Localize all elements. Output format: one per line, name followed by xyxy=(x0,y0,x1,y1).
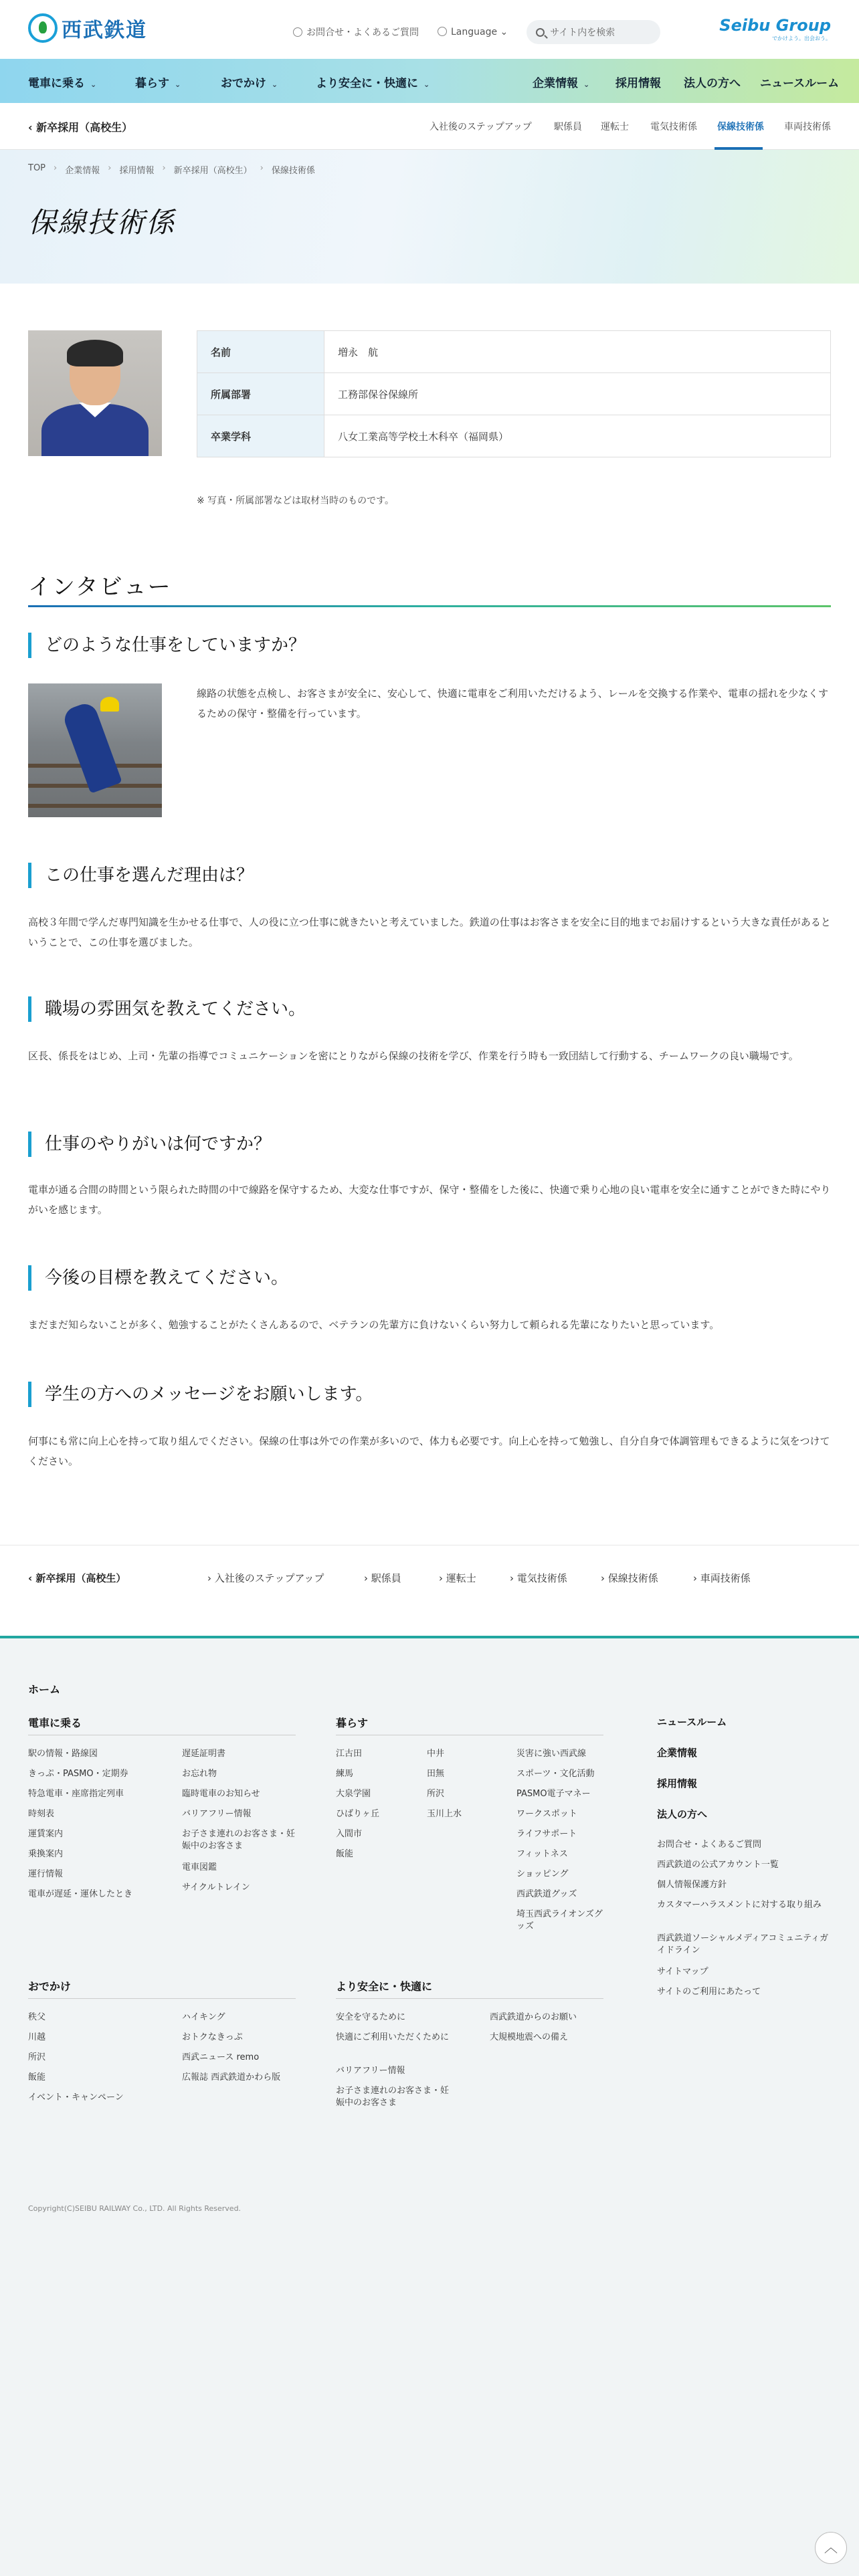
chevron-down-icon: ⌄ xyxy=(423,80,430,89)
tab-rolling-stock[interactable]: 車両技術係 xyxy=(784,122,831,132)
copyright-bar xyxy=(0,2184,859,2576)
nav-item-outing[interactable]: おでかけ ⌄ xyxy=(221,77,278,90)
footer-link[interactable]: ライフサポート xyxy=(516,1829,577,1839)
table-row xyxy=(197,331,831,373)
seibu-group-logo[interactable]: Seibu Group でかけよう。出会おう。 xyxy=(719,16,831,41)
page-title: 保線技術係 xyxy=(28,206,176,239)
contact-link[interactable]: お問合せ・よくあるご質問 xyxy=(293,25,419,39)
nav-item-safety[interactable]: より安全に・快適に ⌄ xyxy=(316,77,430,90)
footer-link[interactable]: 駅の情報・路線図 xyxy=(28,1749,98,1759)
footer-link[interactable]: 遅延証明書 xyxy=(182,1749,226,1759)
footer-link[interactable]: お問合せ・よくあるご質問 xyxy=(657,1840,762,1850)
search-input[interactable]: サイト内を検索 xyxy=(527,20,660,44)
footer-link[interactable]: お子さま連れのお客さま・妊娠中のお客さま xyxy=(182,1829,296,1851)
footer-link[interactable]: 所沢 xyxy=(28,2052,46,2062)
question-heading: 今後の目標を教えてください。 xyxy=(28,1265,288,1291)
interview-heading: インタビュー xyxy=(28,574,172,601)
row-value: 増永 航 xyxy=(324,331,831,373)
footer-link[interactable]: フィットネス xyxy=(516,1849,568,1859)
sub-nav xyxy=(0,103,859,150)
site-logo[interactable] xyxy=(28,13,147,43)
breadcrumb-top[interactable]: TOP xyxy=(28,163,46,173)
footer-link[interactable]: 運行情報 xyxy=(28,1869,64,1879)
footer-cat-outing[interactable]: おでかけ xyxy=(28,1980,71,1993)
chevron-down-icon: ⌄ xyxy=(90,80,97,89)
footer-link[interactable]: 乗換案内 xyxy=(28,1849,64,1859)
footer-link[interactable]: 電車図鑑 xyxy=(182,1862,217,1872)
answer-text: 線路の状態を点検し、お客さまが安全に、安心して、快適に電車をご利用いただけるよう、レールを交換する作業や、電車の揺れを少なくするための保守・整備を行っています。 xyxy=(197,687,829,720)
footer-link-corporate[interactable]: 法人の方へ xyxy=(657,1808,708,1820)
chevron-down-icon: ⌄ xyxy=(271,80,278,89)
chevron-up-icon: ︿ xyxy=(824,2539,838,2555)
global-nav xyxy=(0,59,859,103)
footer-link[interactable]: カスタマーハラスメントに対する取り組み xyxy=(657,1900,822,1910)
row-label: 名前 xyxy=(197,331,324,373)
nav-item-newsroom[interactable]: ニュースルーム xyxy=(760,77,840,90)
site-footer xyxy=(0,1636,859,2184)
table-row xyxy=(197,373,831,415)
question-heading: 学生の方へのメッセージをお願いします。 xyxy=(28,1382,373,1407)
footer-cat-live[interactable]: 暮らす xyxy=(336,1717,369,1729)
row-value: 八女工業高等学校土木科卒（福岡県） xyxy=(324,415,831,457)
footer-link[interactable]: スポーツ・文化活動 xyxy=(516,1769,595,1779)
breadcrumb-newgrad[interactable]: 新卒採用（高校生） xyxy=(173,166,252,176)
footer-home-link[interactable]: ホーム xyxy=(28,1683,61,1696)
section-link-electric[interactable]: › 電気技術係 xyxy=(510,1572,567,1584)
footer-link[interactable]: 埼玉西武ライオンズグッズ xyxy=(516,1909,603,1931)
footer-link[interactable]: 江古田 xyxy=(336,1749,363,1759)
section-nav xyxy=(0,1545,859,1609)
footer-link[interactable]: 大規模地震への備え xyxy=(490,2032,569,2042)
breadcrumb-recruit[interactable]: 採用情報 xyxy=(119,166,155,176)
nav-item-recruit[interactable]: 採用情報 xyxy=(615,77,661,90)
footer-link-company[interactable]: 企業情報 xyxy=(657,1747,698,1759)
tab-station-staff[interactable]: 駅係員 xyxy=(554,122,582,132)
footer-link[interactable]: 特急電車・座席指定列車 xyxy=(28,1789,124,1799)
nav-item-company[interactable]: 企業情報 ⌄ xyxy=(533,77,590,90)
answer-text: 区長、係長をはじめ、上司・先輩の指導でコミュニケーションを密にとりながら保線の技術を学び、作業を行う時も一致団結して行動する、チームワークの良い職場です。 xyxy=(28,1050,799,1062)
footer-link[interactable]: 秩父 xyxy=(28,2012,46,2022)
footer-link[interactable]: バリアフリー情報 xyxy=(182,1809,252,1819)
section-link-driver[interactable]: › 運転士 xyxy=(439,1572,476,1584)
logo-text: 西武鉄道 xyxy=(62,19,147,42)
section-link-stepup[interactable]: › 入社後のステップアップ xyxy=(207,1572,324,1584)
photo-note: ※ 写真・所属部署などは取材当時のものです。 xyxy=(197,496,395,506)
section-link-station-staff[interactable]: › 駅係員 xyxy=(364,1572,401,1584)
language-link[interactable]: Language ⌄ xyxy=(438,27,508,37)
footer-link[interactable]: 快適にご利用いただくために xyxy=(336,2032,450,2042)
answer-text: 電車が通る合間の時間という限られた時間の中で線路を保守するため、大変な仕事ですが、保守・整備をした後に、快適で乗り心地の良い電車を安全に通すことができた時にやりがいを感じます。 xyxy=(28,1184,831,1216)
footer-link[interactable]: 西武鉄道グッズ xyxy=(516,1889,577,1899)
footer-link[interactable]: 個人情報保護方針 xyxy=(657,1880,727,1890)
answer-text: まだまだ知らないことが多く、勉強することがたくさんあるので、ベテランの先輩方に負けないくらい努力して頼られる先輩になりたいと思っています。 xyxy=(28,1319,720,1331)
section-nav-title[interactable]: ‹ 新卒採用（高校生） xyxy=(28,1572,126,1584)
footer-link[interactable]: 西武鉄道の公式アカウント一覧 xyxy=(657,1860,779,1870)
page-hero xyxy=(0,150,859,284)
subnav-title[interactable]: ‹ 新卒採用（高校生） xyxy=(28,121,133,134)
question-icon xyxy=(293,27,302,37)
chevron-down-icon: ⌄ xyxy=(583,80,590,89)
footer-link[interactable]: 川越 xyxy=(28,2032,46,2042)
section-link-rolling-stock[interactable]: › 車両技術係 xyxy=(693,1572,751,1584)
table-row xyxy=(197,415,831,457)
footer-link[interactable]: 臨時電車のお知らせ xyxy=(182,1789,260,1799)
footer-link[interactable]: 西武鉄道ソーシャルメディアコミュニティガイドライン xyxy=(657,1933,829,1955)
footer-cat-ride[interactable]: 電車に乗る xyxy=(28,1717,82,1729)
footer-link-newsroom[interactable]: ニュースルーム xyxy=(657,1716,727,1728)
footer-link[interactable]: 所沢 xyxy=(427,1789,445,1799)
question-heading: どのような仕事をしていますか？ xyxy=(28,633,306,658)
nav-item-live[interactable]: 暮らす ⌄ xyxy=(135,77,181,90)
footer-link[interactable]: お子さま連れのお客さま・妊娠中のお客さま xyxy=(336,2086,450,2108)
footer-link[interactable]: サイクルトレイン xyxy=(182,1883,250,1893)
footer-link[interactable]: 災害に強い西武線 xyxy=(516,1749,587,1759)
tab-stepup[interactable]: 入社後のステップアップ xyxy=(430,122,532,132)
search-icon xyxy=(536,28,545,37)
breadcrumb: TOP › 企業情報 › 採用情報 › 新卒採用（高校生） › 保線技術係 xyxy=(28,163,315,176)
footer-link[interactable]: 電車が遅延・運休したとき xyxy=(28,1889,133,1899)
footer-link[interactable]: 西武ニュース remo xyxy=(182,2052,260,2062)
footer-link[interactable]: ワークスポット xyxy=(516,1809,577,1819)
globe-icon xyxy=(438,27,447,36)
footer-link[interactable]: 入間市 xyxy=(336,1829,363,1839)
footer-link[interactable]: 中井 xyxy=(427,1749,445,1759)
footer-link[interactable]: 飯能 xyxy=(28,2072,46,2082)
footer-link[interactable]: 時刻表 xyxy=(28,1809,55,1819)
footer-cat-safety[interactable]: より安全に・快適に xyxy=(336,1980,433,1993)
page-top-button[interactable] xyxy=(815,2532,847,2564)
footer-link[interactable]: 大泉学園 xyxy=(336,1789,371,1799)
tab-track[interactable]: 保線技術係 xyxy=(717,122,764,132)
chevron-down-icon: ⌄ xyxy=(175,80,181,89)
footer-link[interactable]: 練馬 xyxy=(336,1769,354,1779)
footer-link[interactable]: ハイキング xyxy=(182,2012,225,2022)
header-links xyxy=(293,20,660,44)
heading-divider xyxy=(28,605,831,607)
question-heading: 仕事のやりがいは何ですか？ xyxy=(28,1132,271,1157)
work-photo xyxy=(28,683,162,817)
footer-link[interactable]: お忘れ物 xyxy=(182,1769,217,1779)
question-heading: 職場の雰囲気を教えてください。 xyxy=(28,996,306,1022)
footer-link[interactable]: ショッピング xyxy=(516,1869,569,1879)
footer-link[interactable]: イベント・キャンペーン xyxy=(28,2092,124,2103)
footer-link[interactable]: 玉川上水 xyxy=(427,1809,462,1819)
answer-text: 何事にも常に向上心を持って取り組んでください。保線の仕事は外での作業が多いので、体力も必要です。向上心を持って勉強し、自分自身で体調管理もできるように気をつけてください。 xyxy=(28,1435,830,1467)
site-header xyxy=(0,0,859,59)
row-label: 所属部署 xyxy=(197,373,324,415)
footer-link[interactable]: サイトのご利用にあたって xyxy=(657,1987,761,1997)
section-link-track[interactable]: › 保線技術係 xyxy=(601,1572,658,1584)
copyright-text: Copyright(C)SEIBU RAILWAY Co., LTD. All Rights Reserved. xyxy=(28,2204,242,2213)
profile-table xyxy=(197,330,831,457)
footer-link[interactable]: 安全を守るために xyxy=(336,2012,406,2022)
footer-link-recruit[interactable]: 採用情報 xyxy=(657,1778,698,1790)
footer-link[interactable]: ひばりヶ丘 xyxy=(336,1809,380,1819)
question-heading: この仕事を選んだ理由は？ xyxy=(28,863,254,888)
footer-link[interactable]: 田無 xyxy=(427,1769,445,1779)
footer-link[interactable]: 西武鉄道からのお願い xyxy=(490,2012,577,2022)
footer-link[interactable]: おトクなきっぷ xyxy=(182,2032,243,2042)
footer-link[interactable]: サイトマップ xyxy=(657,1967,708,1977)
footer-link[interactable]: バリアフリー情報 xyxy=(336,2066,405,2076)
answer-text: 高校３年間で学んだ専門知識を生かせる仕事で、人の役に立つ仕事に就きたいと考えていました。鉄道の仕事はお客さまを安全に目的地までお届けするという大きな責任があるということで、この仕事を選びました。 xyxy=(28,916,831,948)
footer-link[interactable]: 飯能 xyxy=(336,1849,354,1859)
breadcrumb-current: 保線技術係 xyxy=(271,166,315,176)
footer-link[interactable]: PASMO電子マネー xyxy=(516,1789,591,1799)
tab-electric[interactable]: 電気技術係 xyxy=(650,122,697,132)
nav-item-ride[interactable]: 電車に乗る ⌄ xyxy=(28,77,97,90)
breadcrumb-company[interactable]: 企業情報 xyxy=(65,166,100,176)
footer-link[interactable]: きっぷ・PASMO・定期券 xyxy=(28,1769,128,1779)
seibu-logo-icon xyxy=(28,13,58,43)
footer-link[interactable]: 広報誌 西武鉄道かわら版 xyxy=(182,2072,281,2082)
row-value: 工務部保谷保線所 xyxy=(324,373,831,415)
nav-item-corporate[interactable]: 法人の方へ xyxy=(684,77,741,90)
tab-driver[interactable]: 運転士 xyxy=(601,122,629,132)
profile-photo xyxy=(28,330,162,456)
row-label: 卒業学科 xyxy=(197,415,324,457)
footer-link[interactable]: 運賃案内 xyxy=(28,1829,64,1839)
